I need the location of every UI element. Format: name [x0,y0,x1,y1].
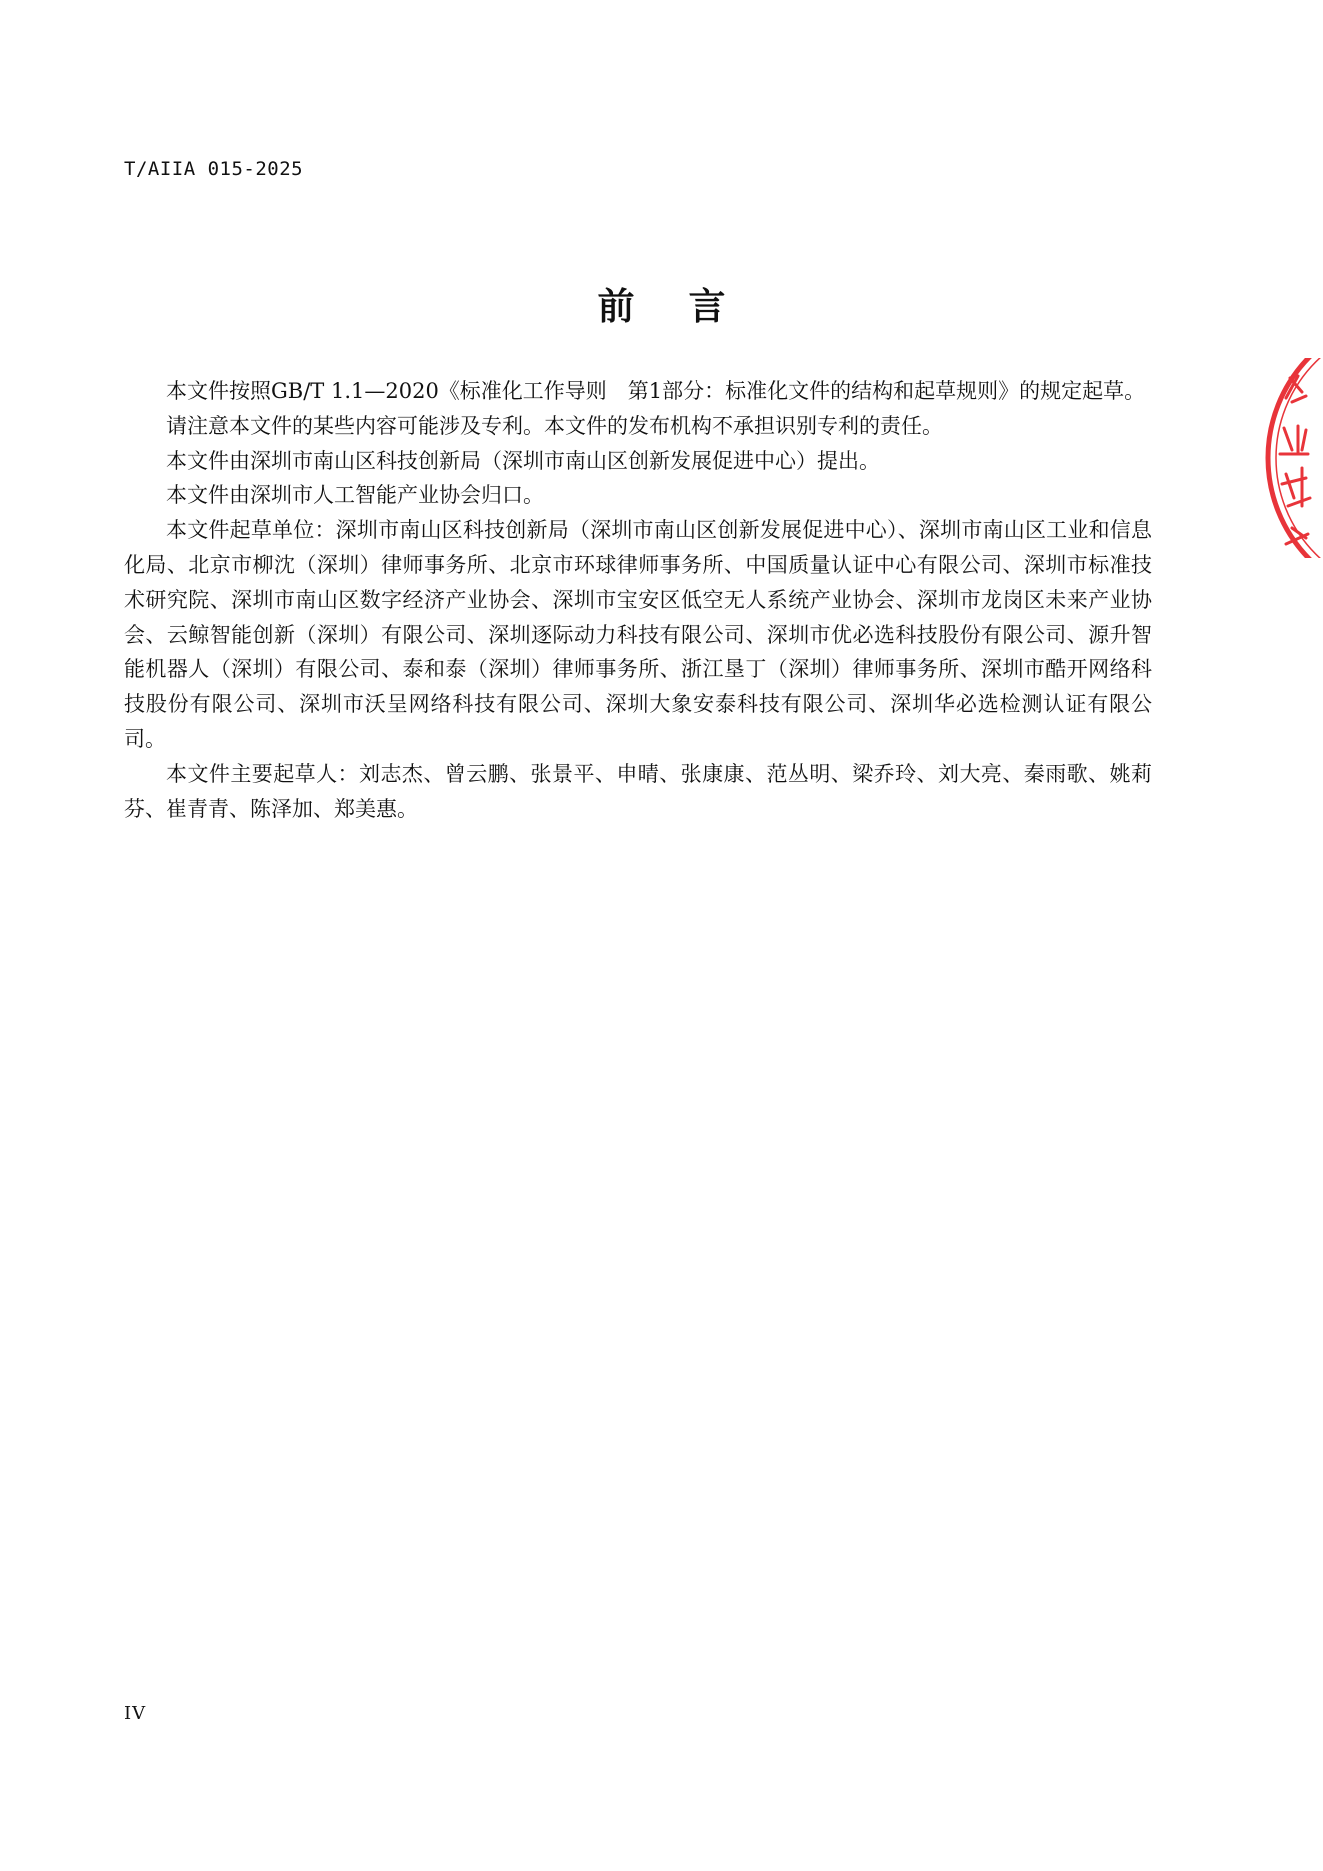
page-title: 前言 [597,285,780,328]
paragraph-administrator: 本文件由深圳市人工智能产业协会归口。 [166,483,544,508]
paragraph-drafters: 本文件主要起草人：刘志杰、曾云鹏、张景平、申晴、张康康、范丛明、梁乔玲、刘大亮、秦雨歌、姚莉芬、崔青青、陈泽加、郑美惠。 [124,761,1152,821]
page-number: IV [124,1703,147,1724]
paragraph-proposer: 本文件由深圳市南山区科技创新局（深圳市南山区创新发展促进中心）提出。 [166,448,880,473]
paragraph-drafting-units: 本文件起草单位：深圳市南山区科技创新局（深圳市南山区创新发展促进中心）、深圳市南山区工业和信息化局、北京市柳沈（深圳）律师事务所、北京市环球律师事务所、中国质量认证中心有限公司、深圳市标准技术研究院、深圳市南山区数字经济产业协会、深圳市宝安区低空无人系统产业协会、深圳市龙岗区未来产业协会、云鲸智能创新（深圳）有限公司、深圳逐际动力科技有限公司、深圳市优必选科技股份有限公司、源升智能机器人（深圳）有限公司、泰和泰（深圳）律师事务所、浙江垦丁（深圳）律师事务所、深圳市酷开网络科技股份有限公司、深圳市沃呈网络科技有限公司、深圳大象安泰科技有限公司、深圳华必选检测认证有限公司。 [124,518,1152,751]
foreword-body [124,374,1152,826]
paragraph-patent-notice: 请注意本文件的某些内容可能涉及专利。本文件的发布机构不承担识别专利的责任。 [166,413,943,438]
document-code: T/AIIA 015-2025 [124,158,304,180]
paragraph-drafting-basis: 本文件按照GB/T 1.1—2020《标准化工作导则 第1部分：标准化文件的结构和起草规则》的规定起草。 [166,379,1146,403]
association-seal-stamp [1262,358,1323,558]
